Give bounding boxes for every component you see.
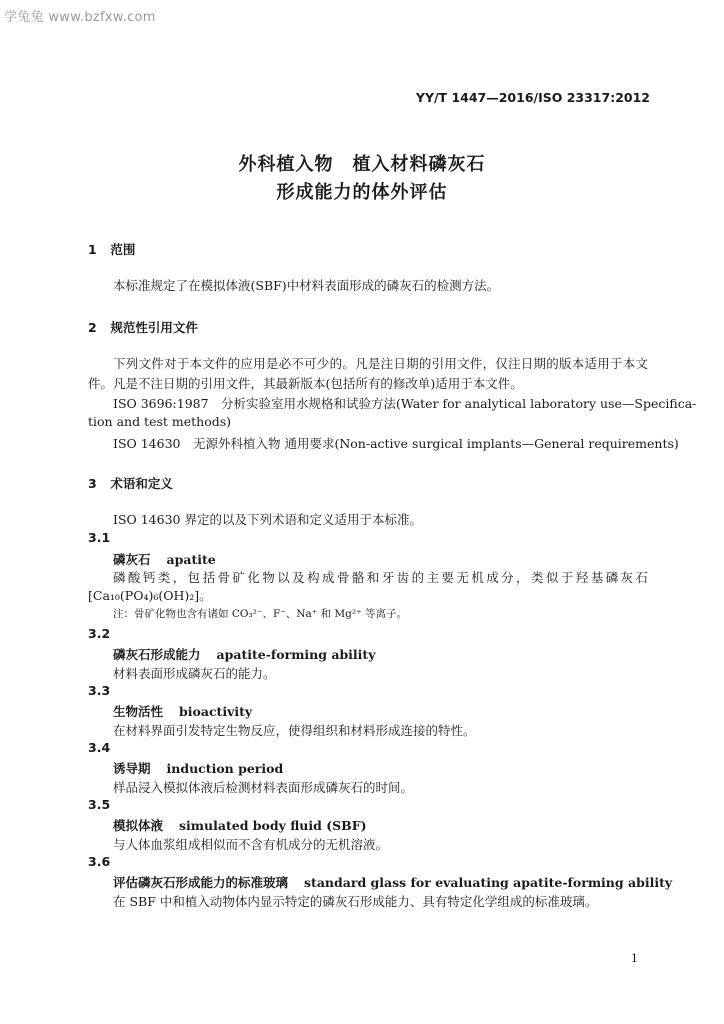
section-number: 2 bbox=[88, 320, 97, 335]
term-entry bbox=[113, 702, 252, 720]
term-entry bbox=[113, 873, 672, 891]
term-note: 注：骨矿化物也含有诸如 CO₃²⁻、F⁻、Na⁺ 和 Mg²⁺ 等离子。 bbox=[113, 608, 407, 620]
terms-intro: ISO 14630 界定的以及下列术语和定义适用于本标准。 bbox=[113, 512, 422, 527]
term-definition: 样品浸入模拟体液后检测材料表面形成磷灰石的时间。 bbox=[113, 780, 414, 795]
term-zh: 评估磷灰石形成能力的标准玻璃 bbox=[113, 875, 289, 890]
term-en: apatite bbox=[166, 552, 216, 567]
term-entry bbox=[113, 645, 375, 663]
term-entry bbox=[113, 816, 367, 834]
page-number: 1 bbox=[631, 952, 638, 965]
normative-ref2: ISO 14630 无源外科植入物 通用要求(Non-active surgical implants—General requirements) bbox=[113, 436, 679, 451]
term-definition: 材料表面形成磷灰石的能力。 bbox=[113, 666, 276, 681]
normative-ref1-line2: tion and test methods) bbox=[88, 414, 232, 429]
section-title: 规范性引用文件 bbox=[110, 320, 198, 335]
term-entry bbox=[113, 759, 283, 777]
term-definition-line1: 磷酸钙类，包括骨矿化物以及构成骨骼和牙齿的主要无机成分，类似于羟基磷灰石 bbox=[113, 570, 648, 585]
section-number: 3 bbox=[88, 476, 97, 491]
clause-number: 3.5 bbox=[88, 797, 111, 812]
term-en: induction period bbox=[166, 761, 284, 776]
clause-number: 3.2 bbox=[88, 626, 111, 641]
normative-intro-line1: 下列文件对于本文件的应用是必不可少的。凡是注日期的引用文件，仅注日期的版本适用于本文 bbox=[113, 356, 648, 371]
section-heading-terms bbox=[88, 474, 173, 492]
section-title: 术语和定义 bbox=[110, 476, 173, 491]
standard-code: YY/T 1447—2016/ISO 23317:2012 bbox=[415, 90, 650, 105]
section-number: 1 bbox=[88, 242, 97, 257]
clause-number: 3.3 bbox=[88, 683, 111, 698]
clause-number: 3.6 bbox=[88, 854, 111, 869]
term-en: bioactivity bbox=[179, 704, 253, 719]
term-entry bbox=[113, 550, 216, 568]
term-definition-line2: [Ca₁₀(PO₄)₆(OH)₂]。 bbox=[88, 588, 212, 603]
normative-ref1-line1: ISO 3696:1987 分析实验室用水规格和试验方法(Water for analytical laboratory use—Specifica- bbox=[113, 396, 697, 411]
term-zh: 模拟体液 bbox=[113, 818, 164, 833]
section-title: 范围 bbox=[110, 242, 136, 257]
term-zh: 磷灰石 bbox=[113, 552, 151, 567]
document-title-line2: 形成能力的体外评估 bbox=[276, 182, 448, 203]
document-title-line1: 外科植入物 植入材料磷灰石 bbox=[238, 154, 486, 175]
term-zh: 诱导期 bbox=[113, 761, 151, 776]
normative-intro-line2: 件。凡是不注日期的引用文件，其最新版本(包括所有的修改单)适用于本文件。 bbox=[88, 376, 523, 391]
term-zh: 生物活性 bbox=[113, 704, 164, 719]
term-en: simulated body fluid (SBF) bbox=[179, 818, 367, 833]
clause-number: 3.4 bbox=[88, 740, 111, 755]
term-definition: 在材料界面引发特定生物反应，使得组织和材料形成连接的特性。 bbox=[113, 723, 476, 738]
term-definition: 与人体血浆组成相似而不含有机成分的无机溶液。 bbox=[113, 837, 389, 852]
clause-number: 3.1 bbox=[88, 530, 111, 545]
term-en: apatite-forming ability bbox=[216, 647, 376, 662]
term-zh: 磷灰石形成能力 bbox=[113, 647, 201, 662]
section-heading-scope bbox=[88, 240, 135, 258]
term-en: standard glass for evaluating apatite-forming ability bbox=[304, 875, 673, 890]
scope-text: 本标准规定了在模拟体液(SBF)中材料表面形成的磷灰石的检测方法。 bbox=[113, 278, 500, 293]
section-heading-normative bbox=[88, 318, 198, 336]
term-definition: 在 SBF 中和植入动物体内显示特定的磷灰石形成能力、具有特定化学组成的标准玻璃。 bbox=[113, 894, 598, 909]
watermark: 学兔兔 www.bzfxw.com bbox=[4, 10, 156, 25]
